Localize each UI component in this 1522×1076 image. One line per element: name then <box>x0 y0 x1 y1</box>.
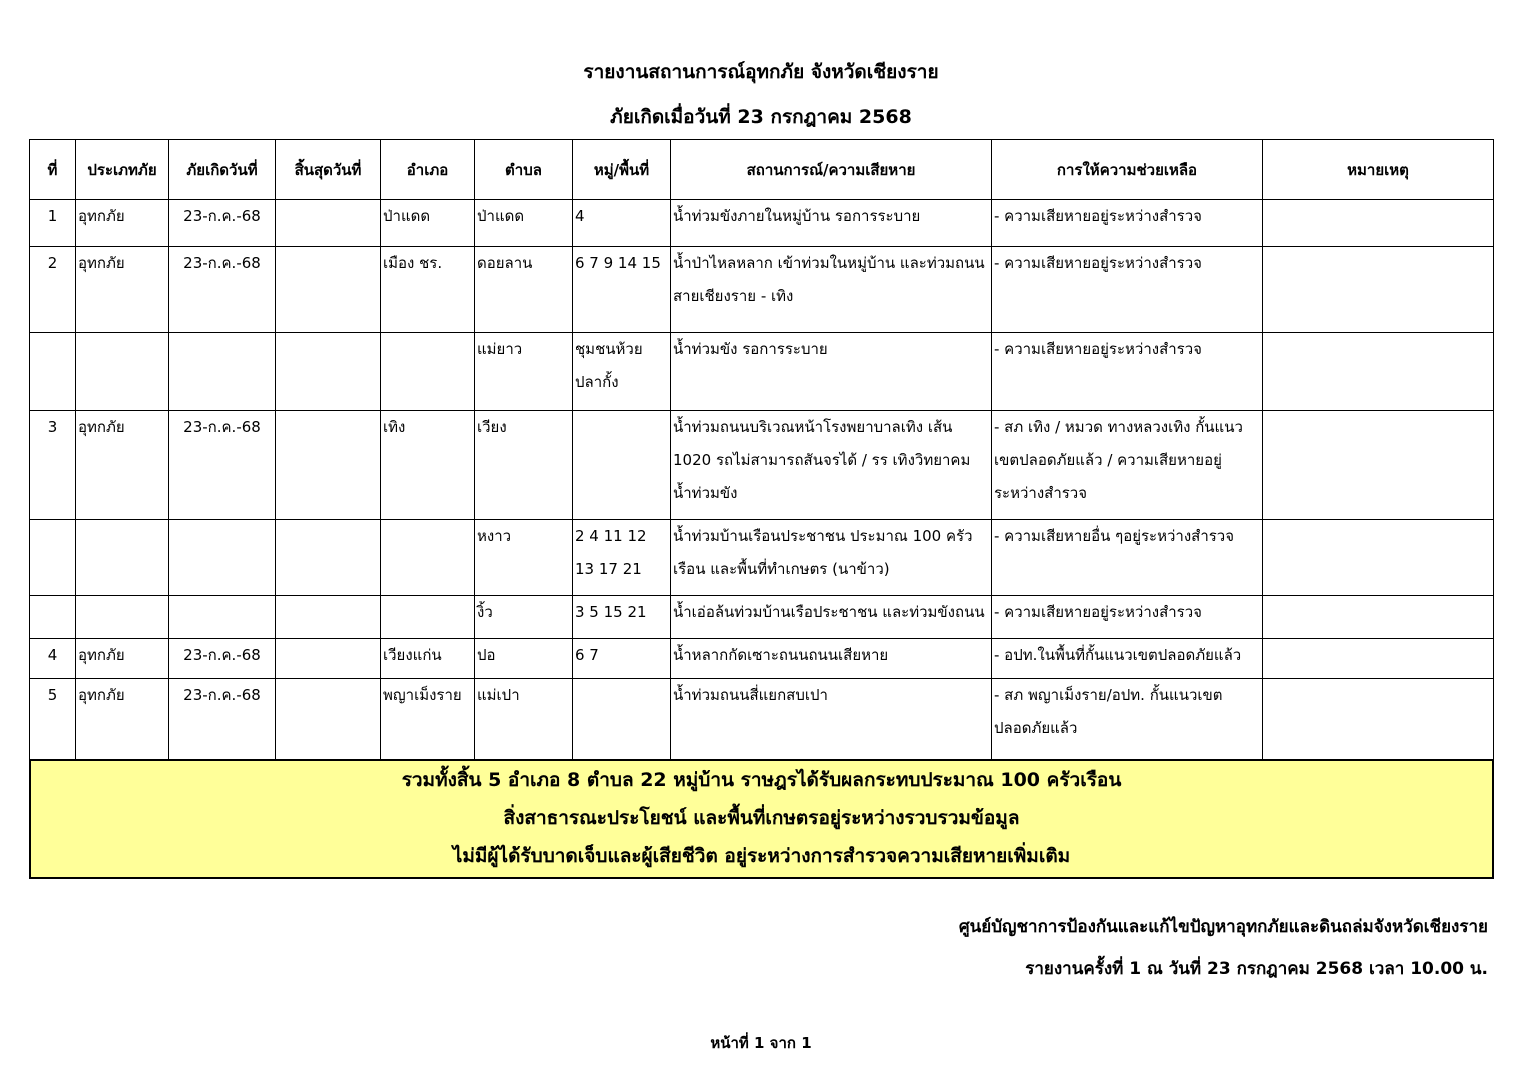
cell-note <box>1263 247 1494 333</box>
cell-note <box>1263 639 1494 679</box>
cell-no <box>30 333 76 411</box>
cell-end <box>276 520 381 596</box>
cell-start: 23-ก.ค.-68 <box>169 200 276 247</box>
cell-subdistrict: หงาว <box>475 520 573 596</box>
cell-type: อุทกภัย <box>76 679 169 763</box>
cell-village: 4 <box>573 200 671 247</box>
cell-start: 23-ก.ค.-68 <box>169 411 276 520</box>
table-row <box>30 596 1494 639</box>
col-header-no: ที่ <box>30 140 76 200</box>
cell-start <box>169 333 276 411</box>
cell-help: - ความเสียหายอยู่ระหว่างสำรวจ <box>992 247 1263 333</box>
cell-no: 3 <box>30 411 76 520</box>
cell-end <box>276 200 381 247</box>
cell-district: เวียงแก่น <box>381 639 475 679</box>
cell-note <box>1263 596 1494 639</box>
cell-village: ชุมชนห้วยปลากั้ง <box>573 333 671 411</box>
footer-report-info: รายงานครั้งที่ 1 ณ วันที่ 23 กรกฎาคม 2568 เวลา 10.00 น. <box>1025 959 1488 979</box>
col-header-situation: สถานการณ์/ความเสียหาย <box>671 140 992 200</box>
page-number: หน้าที่ 1 จาก 1 <box>710 1034 812 1052</box>
cell-type: อุทกภัย <box>76 639 169 679</box>
table-row <box>30 639 1494 679</box>
cell-help: - สภ เทิง / หมวด ทางหลวงเทิง กั้นแนวเขตปลอดภัยแล้ว / ความเสียหายอยู่ระหว่างสำรวจ <box>992 411 1263 520</box>
cell-subdistrict: ดอยลาน <box>475 247 573 333</box>
cell-no: 1 <box>30 200 76 247</box>
col-header-start-date: ภัยเกิดวันที่ <box>169 140 276 200</box>
cell-village: 6 7 <box>573 639 671 679</box>
cell-subdistrict: งิ้ว <box>475 596 573 639</box>
cell-note <box>1263 679 1494 763</box>
cell-no <box>30 520 76 596</box>
cell-situation: น้ำท่วมถนนบริเวณหน้าโรงพยาบาลเทิง เส้น 1020 รถไม่สามารถสันจรได้ / รร เทิงวิทยาคม น้ำท่วมขัง <box>671 411 992 520</box>
cell-district <box>381 520 475 596</box>
cell-help: - ความเสียหายอื่น ๆอยู่ระหว่างสำรวจ <box>992 520 1263 596</box>
cell-village <box>573 679 671 763</box>
cell-subdistrict: ปอ <box>475 639 573 679</box>
table-row <box>30 333 1494 411</box>
cell-start <box>169 596 276 639</box>
cell-no: 2 <box>30 247 76 333</box>
cell-district: เมือง ชร. <box>381 247 475 333</box>
table-row <box>30 520 1494 596</box>
table-row <box>30 247 1494 333</box>
cell-no <box>30 596 76 639</box>
cell-start: 23-ก.ค.-68 <box>169 639 276 679</box>
cell-situation: น้ำท่วมบ้านเรือนประชาชน ประมาณ 100 ครัวเรือน และพื้นที่ทำเกษตร (นาข้าว) <box>671 520 992 596</box>
cell-village: 3 5 15 21 <box>573 596 671 639</box>
cell-subdistrict: แม่เปา <box>475 679 573 763</box>
summary-line-totals: รวมทั้งสิ้น 5 อำเภอ 8 ตำบล 22 หมู่บ้าน ราษฎรได้รับผลกระทบประมาณ 100 ครัวเรือน <box>401 769 1122 791</box>
cell-note <box>1263 411 1494 520</box>
cell-type <box>76 333 169 411</box>
cell-help: - สภ พญาเม็งราย/อปท. กั้นแนวเขตปลอดภัยแล้ว <box>992 679 1263 763</box>
col-header-help: การให้ความช่วยเหลือ <box>992 140 1263 200</box>
summary-box <box>29 759 1494 879</box>
cell-help: - ความเสียหายอยู่ระหว่างสำรวจ <box>992 333 1263 411</box>
cell-start: 23-ก.ค.-68 <box>169 247 276 333</box>
cell-start: 23-ก.ค.-68 <box>169 679 276 763</box>
table-row <box>30 679 1494 763</box>
table-header-row <box>30 140 1494 200</box>
summary-line-casualties: ไม่มีผู้ได้รับบาดเจ็บและผู้เสียชีวิต อยู่ระหว่างการสำรวจความเสียหายเพิ่มเติม <box>452 845 1071 867</box>
cell-situation: น้ำท่วมถนนสี่แยกสบเปา <box>671 679 992 763</box>
cell-type: อุทกภัย <box>76 200 169 247</box>
table-row <box>30 411 1494 520</box>
summary-line-public: สิ่งสาธารณะประโยชน์ และพื้นที่เกษตรอยู่ระหว่างรวบรวมข้อมูล <box>503 807 1020 829</box>
cell-help: - ความเสียหายอยู่ระหว่างสำรวจ <box>992 200 1263 247</box>
cell-situation: น้ำท่วมขังภายในหมู่บ้าน รอการระบาย <box>671 200 992 247</box>
cell-village <box>573 411 671 520</box>
cell-end <box>276 333 381 411</box>
cell-district <box>381 333 475 411</box>
cell-type: อุทกภัย <box>76 247 169 333</box>
cell-no: 5 <box>30 679 76 763</box>
cell-end <box>276 247 381 333</box>
cell-end <box>276 679 381 763</box>
cell-help: - อปท.ในพื้นที่กั้นแนวเขตปลอดภัยแล้ว <box>992 639 1263 679</box>
cell-district: พญาเม็งราย <box>381 679 475 763</box>
disaster-report-table <box>29 139 1494 763</box>
cell-type: อุทกภัย <box>76 411 169 520</box>
col-header-subdistrict: ตำบล <box>475 140 573 200</box>
cell-type <box>76 596 169 639</box>
cell-no: 4 <box>30 639 76 679</box>
cell-village: 6 7 9 14 15 <box>573 247 671 333</box>
cell-subdistrict: ป่าแดด <box>475 200 573 247</box>
cell-situation: น้ำหลากกัดเซาะถนนถนนเสียหาย <box>671 639 992 679</box>
cell-end <box>276 411 381 520</box>
col-header-type: ประเภทภัย <box>76 140 169 200</box>
cell-situation: น้ำเอ่อล้นท่วมบ้านเรือประชาชน และท่วมขังถนน <box>671 596 992 639</box>
cell-start <box>169 520 276 596</box>
cell-subdistrict: เวียง <box>475 411 573 520</box>
footer-organization: ศูนย์บัญชาการป้องกันและแก้ไขปัญหาอุทกภัยและดินถล่มจังหวัดเชียงราย <box>958 917 1488 937</box>
cell-village: 2 4 11 12 13 17 21 <box>573 520 671 596</box>
cell-district: เทิง <box>381 411 475 520</box>
cell-situation: น้ำป่าไหลหลาก เข้าท่วมในหมู่บ้าน และท่วมถนนสายเชียงราย - เทิง <box>671 247 992 333</box>
cell-note <box>1263 333 1494 411</box>
cell-note <box>1263 520 1494 596</box>
col-header-district: อำเภอ <box>381 140 475 200</box>
cell-end <box>276 596 381 639</box>
col-header-village: หมู่/พื้นที่ <box>573 140 671 200</box>
cell-subdistrict: แม่ยาว <box>475 333 573 411</box>
cell-district <box>381 596 475 639</box>
report-title: รายงานสถานการณ์อุทกภัย จังหวัดเชียงราย <box>583 61 939 83</box>
cell-district: ป่าแดด <box>381 200 475 247</box>
cell-situation: น้ำท่วมขัง รอการระบาย <box>671 333 992 411</box>
table-row <box>30 200 1494 247</box>
cell-note <box>1263 200 1494 247</box>
cell-help: - ความเสียหายอยู่ระหว่างสำรวจ <box>992 596 1263 639</box>
cell-end <box>276 639 381 679</box>
col-header-note: หมายเหตุ <box>1263 140 1494 200</box>
cell-type <box>76 520 169 596</box>
report-subtitle: ภัยเกิดเมื่อวันที่ 23 กรกฎาคม 2568 <box>610 106 912 128</box>
col-header-end-date: สิ้นสุดวันที่ <box>276 140 381 200</box>
